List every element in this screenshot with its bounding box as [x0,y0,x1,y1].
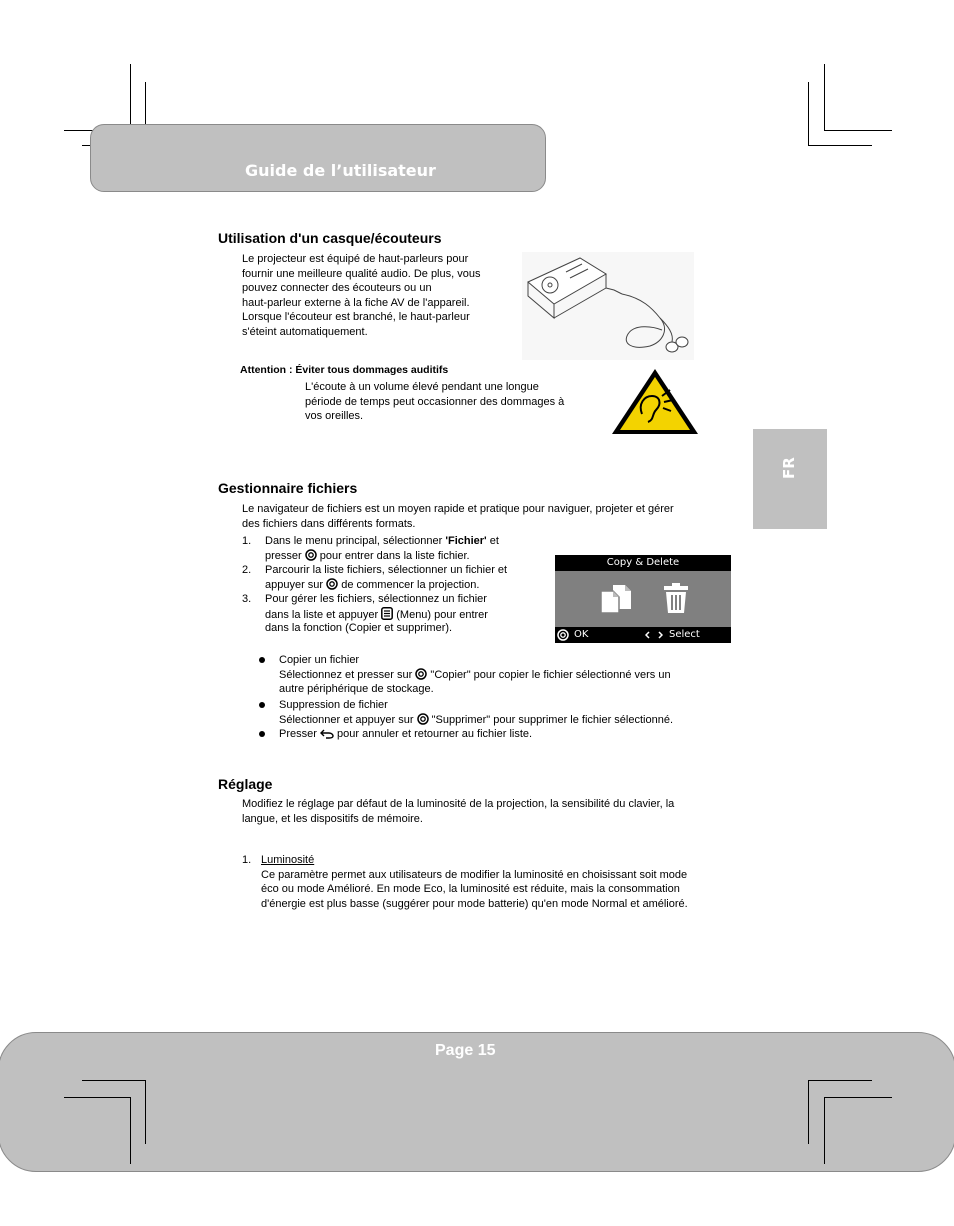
bullet-title: Copier un fichier [279,654,360,666]
step-text: Parcourir la liste fichiers, sélectionner un fichier et [265,564,508,576]
text-line: s'éteint automatiquement. [242,325,368,338]
ok-label: OK [574,629,589,640]
ok-button-icon [305,549,317,561]
text-line: Modifiez le réglage par défaut de la luminosité de la projection, la sensibilité du clavier, la [242,798,675,810]
projector-earphones-image [522,252,694,360]
crop-mark [808,82,809,146]
ok-button-icon [557,629,569,641]
step-item [242,592,542,607]
step-item [242,534,542,549]
text-line: éco ou mode Amélioré. En mode Eco, la luminosité est réduite, mais la consommation [261,883,680,895]
step-list [242,534,542,636]
step-text [265,549,470,564]
bullet-title: Suppression de fichier [279,699,388,711]
back-arrow-icon [320,729,334,739]
bullet-dot [259,657,265,663]
step-item-cont [242,549,542,564]
ok-button-icon [417,713,429,725]
bullet-item-copy [279,653,671,697]
setting-title: Luminosité [261,854,315,866]
setting-item-number: 1. [242,854,252,866]
crop-mark [808,145,872,146]
section-heading-file-manager: Gestionnaire fichiers [218,480,358,496]
section2-intro [242,502,674,531]
text-line: pouvez connecter des écouteurs ou un [242,282,432,294]
step-item [242,563,542,578]
text-a: Presser [279,728,320,740]
text-line: des fichiers dans différents formats. [242,517,416,530]
step-item-cont [242,621,542,636]
section-heading-settings: Réglage [218,776,273,792]
step-text-a: Dans le menu principal, sélectionner [265,535,446,547]
ok-button-icon [326,578,338,590]
language-tab [753,429,827,529]
hearing-warning-icon [610,366,700,436]
step-text [265,578,479,593]
trash-icon [663,582,689,614]
page-number: Page 15 [435,1042,496,1059]
step-text-b: de commencer la projection. [338,578,480,591]
text-line: vos oreilles. [305,410,364,422]
step-text [265,607,488,623]
select-label: Select [669,629,700,640]
text-line: Ce paramètre permet aux utilisateurs de modifier la luminosité en choisissant soit mode [261,868,688,881]
step-item-cont [242,607,542,622]
step-number: 1. [242,535,252,547]
crop-mark [130,1097,131,1164]
attention-label: Attention : Éviter tous dommages auditifs [240,364,449,376]
step-text [265,534,499,549]
step-item-cont [242,578,542,593]
bullet-text [279,713,673,728]
text-line: Lorsque l'écouteur est branché, le haut-parleur [242,311,470,323]
section3-intro [242,797,674,826]
copy-delete-screen [555,555,731,643]
text-b: "Copier" pour copier le fichier sélectionné vers un [427,668,671,681]
text-a: Sélectionner et appuyer sur [279,713,417,726]
crop-mark [824,64,825,131]
text-b: "Supprimer" pour supprimer le fichier sélectionné. [428,713,674,726]
crop-mark [824,130,892,131]
step-text: Pour gérer les fichiers, sélectionnez un fichier [265,593,487,605]
step-number: 2. [242,564,252,576]
text-line: langue, et les dispositifs de mémoire. [242,812,423,825]
text-line: fournir une meilleure qualité audio. De plus, vous [242,267,481,280]
crop-mark [145,1080,146,1144]
text-line: Le projecteur est équipé de haut-parleurs pour [242,253,469,265]
text-a: Sélectionnez et presser sur [279,668,416,681]
text-b: pour annuler et retourner au fichier liste. [333,728,533,740]
section-heading-headphones: Utilisation d'un casque/écouteurs [218,230,442,246]
screen-title: Copy & Delete [555,555,731,571]
left-right-arrows-icon [645,631,663,639]
crop-mark [824,1097,892,1098]
text-line: L'écoute à un volume élevé pendant une longue [305,381,539,393]
crop-mark [64,1097,130,1098]
text-line: période de temps peut occasionner des dommages à [305,395,565,408]
step-text-b: et [486,535,499,547]
screen-footer [555,627,731,643]
attention-body [305,380,564,424]
crop-mark [808,1080,872,1081]
step-text-a: appuyer sur [265,578,327,591]
bullet-text [279,668,671,683]
crop-mark [824,1097,825,1164]
crop-mark [82,1080,146,1081]
bullet-dot [259,702,265,708]
step-text-a: dans la liste et appuyer [265,608,382,621]
crop-mark [808,1080,809,1144]
language-label: FR [780,457,798,479]
text-line: d'énergie est plus basse (suggérer pour mode batterie) qu'en mode Normal et amélioré. [261,897,688,910]
ok-button-icon [415,668,427,680]
step-number: 3. [242,593,252,605]
header-tab [90,124,546,192]
setting-item [261,853,688,911]
bullet-item-back [279,727,532,742]
bullet-text: autre périphérique de stockage. [279,683,434,695]
step-text-a: presser [265,549,305,562]
step-text-b: (Menu) pour entrer [393,608,488,621]
menu-button-icon [381,607,393,620]
bullet-dot [259,731,265,737]
page-title: Guide de l’utilisateur [245,161,436,180]
step-text-bold: 'Fichier' [445,535,487,547]
step-text-b: pour entrer dans la liste fichier. [316,549,470,562]
copy-icon [599,583,633,615]
step-text: dans la fonction (Copier et supprimer). [265,622,453,634]
text-line: haut-parleur externe à la fiche AV de l'appareil. [242,296,470,309]
bullet-item-delete [279,698,673,727]
text-line: Le navigateur de fichiers est un moyen rapide et pratique pour naviguer, projeter et gérer [242,503,674,515]
section1-body [242,252,480,339]
